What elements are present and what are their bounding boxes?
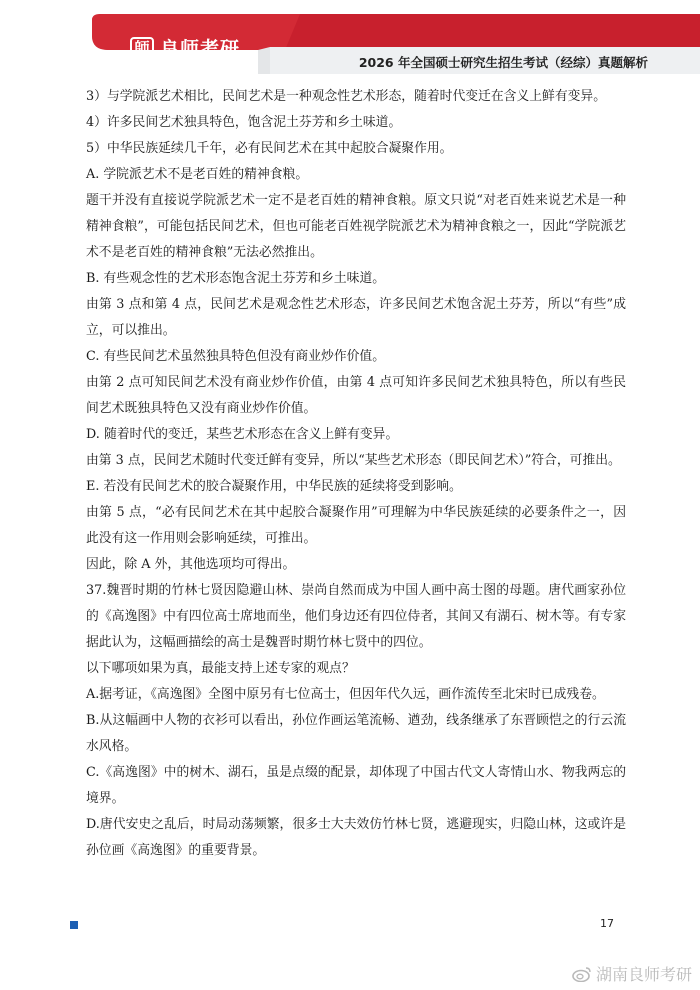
option-e-statement: E. 若没有民间艺术的胶合凝聚作用，中华民族的延续将受到影响。	[86, 479, 462, 494]
question-37-prompt: 以下哪项如果为真，最能支持上述专家的观点？	[86, 661, 355, 676]
option-d-explanation: 由第 3 点，民间艺术随时代变迁鲜有变异，所以“某些艺术形态（即民间艺术）”符合，可推出。	[86, 453, 621, 468]
paragraph: 3）与学院派艺术相比，民间艺术是一种观念性艺术形态，随着时代变迁在含义上鲜有变异。	[86, 89, 607, 104]
option-b-explanation: 由第 3 点和第 4 点，民间艺术是观念性艺术形态，许多民间艺术饱含泥土芬芳，所以“有些”成立，可以推出。	[86, 297, 626, 338]
option-d-statement: D. 随着时代的变迁，某些艺术形态在含义上鲜有变异。	[86, 427, 399, 442]
option-c-statement: C. 有些民间艺术虽然独具特色但没有商业炒作价值。	[86, 349, 386, 364]
question-37-option-b: B.从这幅画中人物的衣衫可以看出，孙位作画运笔流畅、遒劲，线条继承了东晋顾恺之的行云流水风格。	[86, 713, 626, 754]
option-a-statement: A. 学院派艺术不是老百姓的精神食粮。	[86, 167, 309, 182]
footer-square-icon	[70, 921, 78, 929]
paragraph: 4）许多民间艺术独具特色，饱含泥土芬芳和乡土味道。	[86, 115, 402, 130]
logo-mark-icon: 師	[130, 37, 154, 59]
page-body	[86, 84, 626, 864]
conclusion: 因此，除 A 外，其他选项均可得出。	[86, 557, 296, 572]
option-e-explanation: 由第 5 点，“必有民间艺术在其中起胶合凝聚作用”可理解为中华民族延续的必要条件之一，因此没有这一作用则会影响延续，可推出。	[86, 505, 626, 546]
weibo-icon	[572, 966, 592, 982]
question-37-option-d: D.唐代安史之乱后，时局动荡频繁，很多士大夫效仿竹林七贤，逃避现实，归隐山林，这或许是孙位画《高逸图》的重要背景。	[86, 817, 626, 858]
question-37-stem: 37.魏晋时期的竹林七贤因隐避山林、崇尚自然而成为中国人画中高士图的母题。唐代画家孙位的《高逸图》中有四位高士席地而坐，他们身边还有四位侍者，其间又有湖石、树木等。有专家据此认为，这幅画描绘的高士是魏晋时期竹林七贤中的四位。	[86, 583, 626, 650]
brand-logo	[130, 34, 240, 61]
option-c-explanation: 由第 2 点可知民间艺术没有商业炒作价值，由第 4 点可知许多民间艺术独具特色，所以有些民间艺术既独具特色又没有商业炒作价值。	[86, 375, 626, 416]
page-number: 17	[600, 917, 614, 930]
watermark	[572, 962, 692, 985]
question-37-option-c: C.《高逸图》中的树木、湖石，虽是点缀的配景，却体现了中国古代文人寄情山水、物我两忘的境界。	[86, 765, 626, 806]
option-b-statement: B. 有些观念性的艺术形态饱含泥土芬芳和乡土味道。	[86, 271, 386, 286]
exam-title: 2026 年全国硕士研究生招生考试（经综）真题解析	[358, 55, 648, 70]
option-a-explanation: 题干并没有直接说学院派艺术一定不是老百姓的精神食粮。原文只说“对老百姓来说艺术是一种精神食粮”，可能包括民间艺术，但也可能老百姓视学院派艺术为精神食粮之一，因此“学院派艺术不是老百姓的精神食粮”无法必然推出。	[86, 193, 626, 260]
logo-text: 良师考研	[160, 38, 241, 60]
paragraph: 5）中华民族延续几千年，必有民间艺术在其中起胶合凝聚作用。	[86, 141, 453, 156]
question-37-option-a: A.据考证，《高逸图》全图中原另有七位高士，但因年代久远，画作流传至北宋时已成残卷。	[86, 687, 605, 702]
watermark-text: 湖南良师考研	[595, 965, 692, 984]
page-header	[0, 0, 700, 80]
